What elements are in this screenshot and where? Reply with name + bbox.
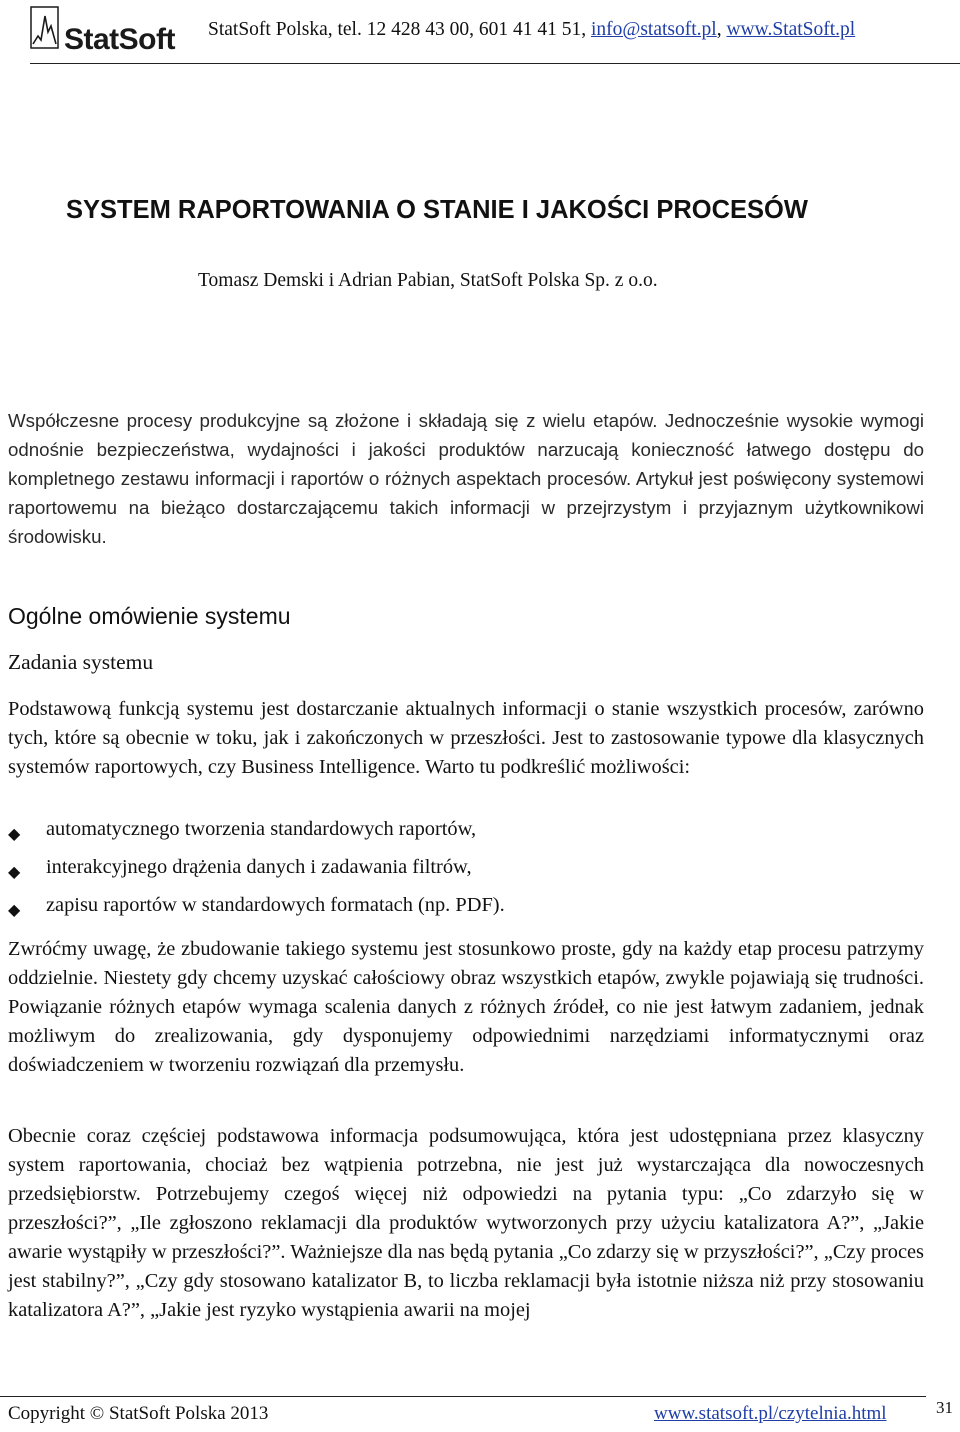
page-header bbox=[0, 0, 960, 64]
header-divider bbox=[30, 63, 960, 64]
section-heading: Ogólne omówienie systemu bbox=[8, 603, 291, 629]
list-item-text: interakcyjnego drążenia danych i zadawania filtrów, bbox=[46, 856, 472, 878]
diamond-bullet-icon: ◆ bbox=[8, 864, 21, 881]
list-item bbox=[8, 891, 924, 929]
list-item bbox=[8, 815, 924, 853]
contact-separator: , bbox=[716, 19, 727, 40]
article-authors: Tomasz Demski i Adrian Pabian, StatSoft Polska Sp. z o.o. bbox=[198, 270, 658, 291]
footer-divider bbox=[0, 1396, 926, 1397]
article-title: SYSTEM RAPORTOWANIA O STANIE I JAKOŚCI PROCESÓW bbox=[66, 196, 808, 224]
capabilities-list bbox=[8, 815, 924, 929]
logo-wordmark: StatSoft bbox=[64, 23, 175, 56]
paragraph-2: Zwróćmy uwagę, że zbudowanie takiego systemu jest stosunkowo proste, gdy na każdy etap procesu patrzymy oddzielnie. Niestety gdy chcemy uzyskać całościowy obraz wszystkich etapów, zwykle pojawiają się trudności. Powiązanie różnych etapów wymaga scalenia danych z różnych źródeł, co nie jest łatwym zadaniem, jednak możliwym do zrealizowania, gdy dysponujemy odpowiednimi narzędziami informatycznymi oraz doświadczeniem w tworzeniu rozwiązań dla przemysłu. bbox=[8, 938, 924, 1076]
list-item-text: automatycznego tworzenia standardowych raportów, bbox=[46, 818, 477, 840]
paragraph-1: Podstawową funkcją systemu jest dostarczanie aktualnych informacji o stanie wszystkich procesów, zarówno tych, które są obecnie w toku, jak i zakończonych w przeszłości. Jest to zastosowanie typowe dla klasycznych systemów raportowych, czy Business Intelligence. Warto tu podkreślić możliwości: bbox=[8, 698, 924, 778]
website-link[interactable]: www.StatSoft.pl bbox=[726, 19, 856, 40]
diamond-bullet-icon: ◆ bbox=[8, 826, 21, 843]
article-abstract: Współczesne procesy produkcyjne są złożone i składają się z wielu etapów. Jednocześnie wysokie wymogi odnośnie bezpieczeństwa, wydajności i jakości produktów narzucają konieczność łatwego dostępu do kompletnego zestawu informacji i raportów o różnych aspektach procesów. Artykuł jest poświęcony systemowi raportowemu na bieżąco dostarczającemu takich informacji w przejrzystym i przyjaznym użytkownikowi środowisku. bbox=[8, 410, 924, 547]
email-link[interactable]: info@statsoft.pl bbox=[590, 19, 717, 40]
page-number: 31 bbox=[936, 1398, 953, 1417]
header-contact bbox=[208, 19, 855, 41]
list-item bbox=[8, 853, 924, 891]
contact-text: StatSoft Polska, tel. 12 428 43 00, 601 41 41 51, bbox=[208, 19, 591, 40]
diamond-bullet-icon: ◆ bbox=[8, 902, 21, 919]
statsoft-logo bbox=[30, 6, 190, 56]
section-subheading: Zadania systemu bbox=[8, 650, 154, 674]
footer-copyright: Copyright © StatSoft Polska 2013 bbox=[8, 1403, 269, 1424]
statsoft-logo-icon bbox=[30, 6, 60, 50]
list-item-text: zapisu raportów w standardowych formatach (np. PDF). bbox=[46, 894, 505, 916]
paragraph-3: Obecnie coraz częściej podstawowa informacja podsumowująca, która jest udostępniana przez klasyczny system raportowania, chociaż bez wątpienia potrzebna, nie jest już wystarczająca dla nowoczesnych przedsiębiorstw. Potrzebujemy czegoś więcej niż odpowiedzi na pytania typu: „Co zdarzyło się w przeszłości?”, „Ile zgłoszono reklamacji dla produktów wytworzonych przy użyciu katalizatora A?”, „Jakie awarie wystąpiły w przeszłości?”. Ważniejsze dla nas będą pytania „Co zdarzy się w przyszłości?”, „Czy proces jest stabilny?”, „Czy gdy stosowano katalizator B, to liczba reklamacji była istotnie niższa niż przy stosowaniu katalizatora A?”, „Jakie jest ryzyko wystąpienia awarii na mojej bbox=[8, 1125, 924, 1321]
footer-link[interactable]: www.statsoft.pl/czytelnia.html bbox=[654, 1403, 887, 1424]
